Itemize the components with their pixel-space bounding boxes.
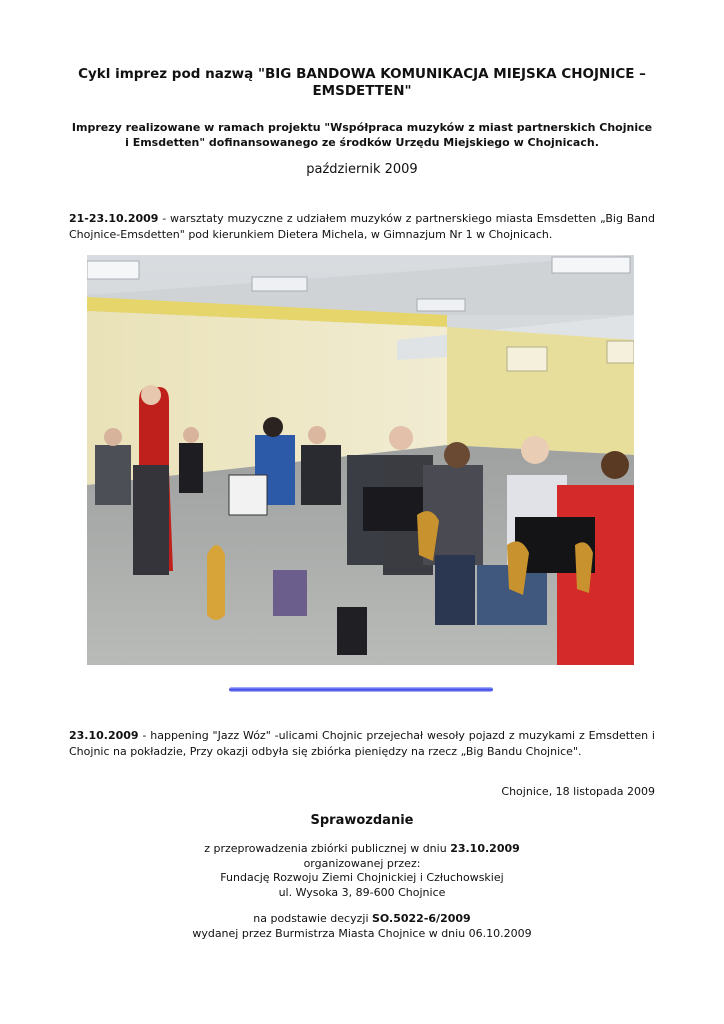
issued-by-line: wydanej przez Burmistrza Miasta Chojnice w dniu 06.10.2009 bbox=[192, 926, 532, 940]
organizer-address: ul. Wysoka 3, 89-600 Chojnice bbox=[278, 885, 446, 899]
horizontal-divider bbox=[229, 687, 493, 692]
organizer-name: Fundację Rozwoju Ziemi Chojnickiej i Człuchowskiej bbox=[220, 871, 504, 884]
decision-number: SO.5022-6/2009 bbox=[372, 912, 471, 925]
collection-date-line bbox=[70, 842, 654, 857]
place-and-date: Chojnice, 18 listopada 2009 bbox=[501, 785, 655, 798]
decision-line bbox=[70, 912, 654, 927]
big-band-rehearsal-photo bbox=[87, 255, 634, 665]
document-subtitle: Imprezy realizowane w ramach projektu "Współpraca muzyków z miast partnerskich Chojnice i Emsdetten" dofinansowanego ze środków Urzędu Miejskiego w Chojnicach. bbox=[71, 121, 653, 149]
organized-by-line: organizowanej przez: bbox=[303, 856, 421, 870]
decision-details bbox=[70, 912, 654, 941]
event-description: - warsztaty muzyczne z udziałem muzyków z partnerskiego miasta Emsdetten „Big Band Chojnice-Emsdetten" pod kierunkiem Dietera Michela, w Gimnazjum Nr 1 w Chojnicach. bbox=[69, 212, 655, 241]
collection-date: 23.10.2009 bbox=[450, 842, 520, 855]
collection-date-label: z przeprowadzenia zbiórki publicznej w dniu bbox=[204, 842, 451, 855]
event-date: 21-23.10.2009 bbox=[69, 212, 159, 225]
event-paragraph-workshops bbox=[69, 211, 655, 243]
month-heading: październik 2009 bbox=[306, 162, 418, 177]
event-paragraph-happening bbox=[69, 728, 655, 760]
report-title: Sprawozdanie bbox=[310, 813, 414, 828]
report-details bbox=[70, 842, 654, 900]
event-date: 23.10.2009 bbox=[69, 729, 139, 742]
decision-label: na podstawie decyzji bbox=[253, 912, 372, 925]
document-title: Cykl imprez pod nazwą "BIG BANDOWA KOMUNIKACJA MIEJSKA CHOJNICE – EMSDETTEN" bbox=[78, 66, 646, 99]
event-description: - happening "Jazz Wóz" -ulicami Chojnic przejechał wesoły pojazd z muzykami z Emsdetten i Chojnic na pokładzie, Przy okazji odbyła się zbiórka pieniędzy na rzecz „Big Bandu Chojnice". bbox=[69, 729, 655, 758]
